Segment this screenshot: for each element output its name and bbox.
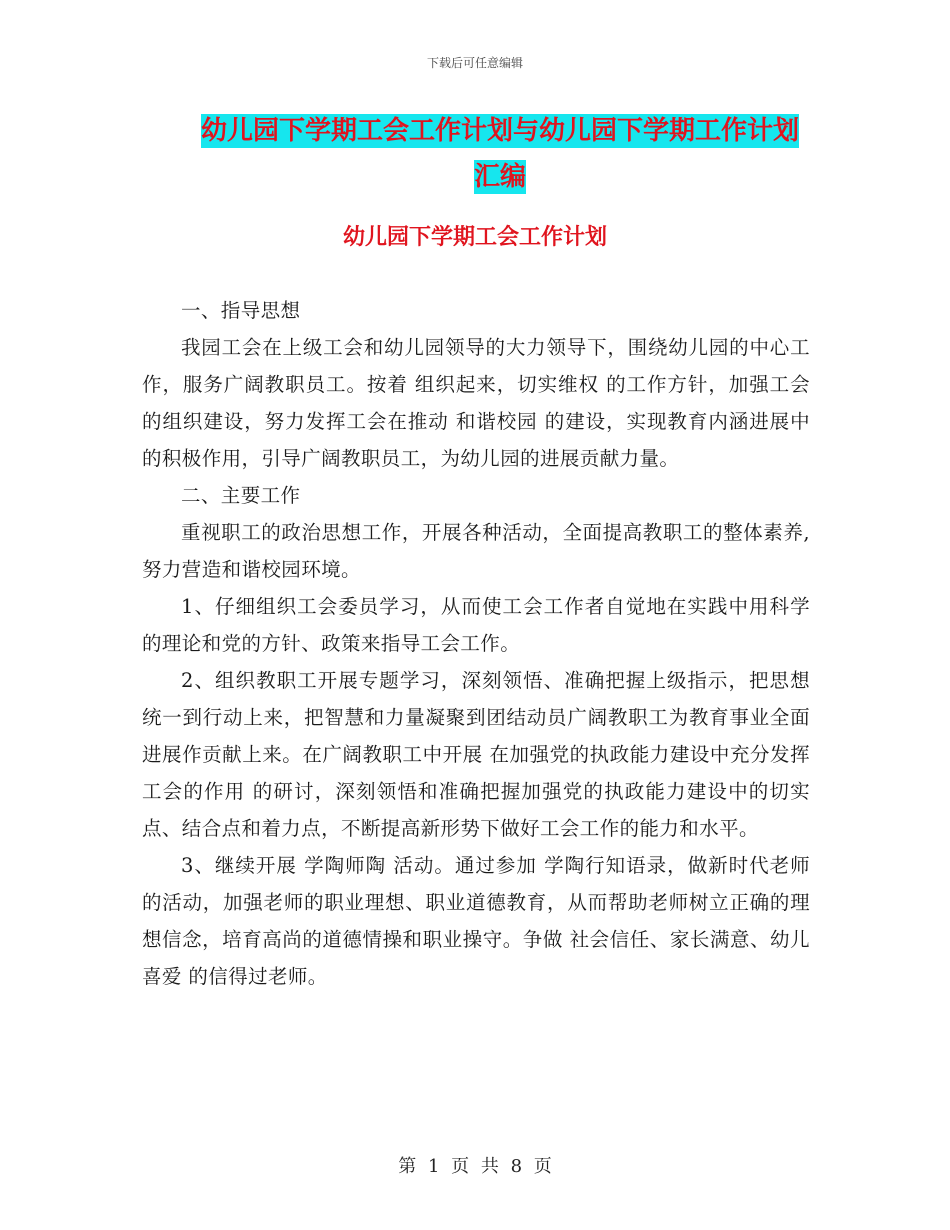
paragraph: 2、组织教职工开展专题学习，深刻领悟、准确把握上级指示，把思想统一到行动上来，把智慧和力量凝聚到团结动员广阔教职工为教育事业全面进展作贡献上来。在广阔教职工中开展 在加强党的执政能力建设中充分发挥工会的作用 的研讨，深刻领悟和准确把握加强党的执政能力建设中的切实点、结合点和着力点，不断提高新形势下做好工会工作的能力和水平。: [142, 669, 810, 840]
body-text: [142, 292, 810, 995]
paragraph: 我园工会在上级工会和幼儿园领导的大力领导下，围绕幼儿园的中心工作，服务广阔教职员工。按着 组织起来，切实维权 的工作方针，加强工会的组织建设，努力发挥工会在推动 和谐校园 的建设，实现教育内涵进展中的积极作用，引导广阔教职员工，为幼儿园的进展贡献力量。: [142, 336, 810, 470]
paragraph: 1、仔细组织工会委员学习，从而使工会工作者自觉地在实践中用科学的理论和党的方针、政策来指导工会工作。: [142, 595, 810, 655]
header-note: 下载后可任意编辑: [426, 56, 523, 70]
document-title-line1: 幼儿园下学期工会工作计划与幼儿园下学期工作计划: [200, 116, 799, 146]
paragraph: 重视职工的政治思想工作，开展各种活动，全面提高教职工的整体素养,努力营造和谐校园环境。: [142, 521, 810, 581]
section-title: 幼儿园下学期工会工作计划: [342, 225, 607, 250]
heading-main-work: 二、主要工作: [181, 484, 301, 507]
paragraph: 3、继续开展 学陶师陶 活动。通过参加 学陶行知语录，做新时代老师 的活动，加强老师的职业理想、职业道德教育，从而帮助老师树立正确的理想信念，培育高尚的道德情操和职业操守。争做 社会信任、家长满意、幼儿喜爱 的信得过老师。: [142, 854, 810, 988]
heading-guiding-ideology: 一、指导思想: [181, 299, 301, 322]
document-title-line2: 汇编: [473, 162, 526, 192]
page-footer: 第 1 页 共 8 页: [398, 1156, 552, 1177]
document-title: [140, 108, 860, 200]
